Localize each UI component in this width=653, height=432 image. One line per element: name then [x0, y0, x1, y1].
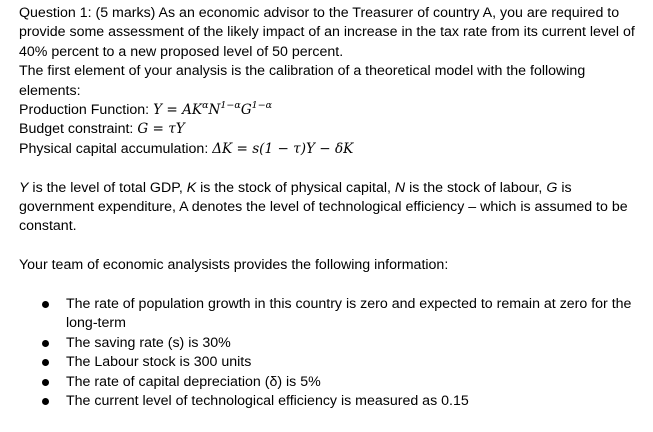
- list-item-text: The current level of technological efficiency is measured as 0.15: [66, 393, 469, 410]
- spacer: [19, 276, 644, 295]
- list-item: [19, 392, 644, 411]
- list-item-text: The rate of capital depreciation (δ) is 5%: [66, 373, 321, 390]
- definition-text: is the level of total GDP,: [28, 179, 187, 196]
- budget-constraint-line: [19, 120, 644, 139]
- list-item: [19, 353, 644, 372]
- spacer: [19, 237, 644, 256]
- list-item: [19, 295, 644, 334]
- production-function-label: Production Function:: [19, 102, 154, 119]
- list-item: [19, 334, 644, 353]
- bullet-icon: [42, 398, 49, 405]
- variable-symbol: N: [394, 179, 406, 196]
- list-item-text: The Labour stock is 300 units: [66, 354, 252, 371]
- bullet-icon: [42, 379, 49, 386]
- question-document: [19, 4, 644, 411]
- capital-accumulation-formula: ΔK = s(1 − τ)Y − δK: [212, 140, 354, 157]
- definition-text: is the stock of physical capital,: [196, 179, 395, 196]
- spacer: [19, 159, 644, 178]
- definition-text: is government expenditure, A denotes the level of technological efficiency – which is assumed to be constant.: [19, 179, 628, 235]
- bullet-icon: [42, 359, 49, 366]
- variable-definitions: [19, 179, 644, 237]
- bullet-icon: [42, 340, 49, 347]
- analysis-intro: The first element of your analysis is the calibration of a theoretical model with the following elements:: [19, 63, 586, 99]
- variable-symbol: K: [186, 179, 197, 196]
- bullet-icon: [42, 301, 49, 308]
- list-item-text: The rate of population growth in this country is zero and expected to remain at zero for the long-term: [66, 296, 632, 332]
- production-function-line: [19, 101, 644, 120]
- budget-constraint-label: Budget constraint:: [19, 121, 138, 138]
- production-function-formula: $Y = AK^\alpha N^{1-\alpha}G^{1-\alpha}$: [153, 100, 273, 119]
- team-info-heading: Your team of economic analysists provides the following information:: [19, 257, 449, 274]
- list-item: [19, 373, 644, 392]
- capital-accumulation-label: Physical capital accumulation:: [19, 140, 213, 157]
- question-intro: Question 1: (5 marks) As an economic advisor to the Treasurer of country A, you are required to provide some assessment of the likely impact of an increase in the tax rate from its current level of 40% percent to a new proposed level of 50 percent.: [19, 5, 635, 60]
- capital-accumulation-line: [19, 140, 644, 159]
- variable-symbol: G: [546, 179, 558, 196]
- team-info-list: [19, 295, 644, 411]
- list-item-text: The saving rate (s) is 30%: [66, 334, 231, 351]
- definition-text: is the stock of labour,: [405, 179, 547, 196]
- variable-symbol: Y: [19, 179, 29, 196]
- budget-constraint-formula: G = τY: [137, 121, 185, 138]
